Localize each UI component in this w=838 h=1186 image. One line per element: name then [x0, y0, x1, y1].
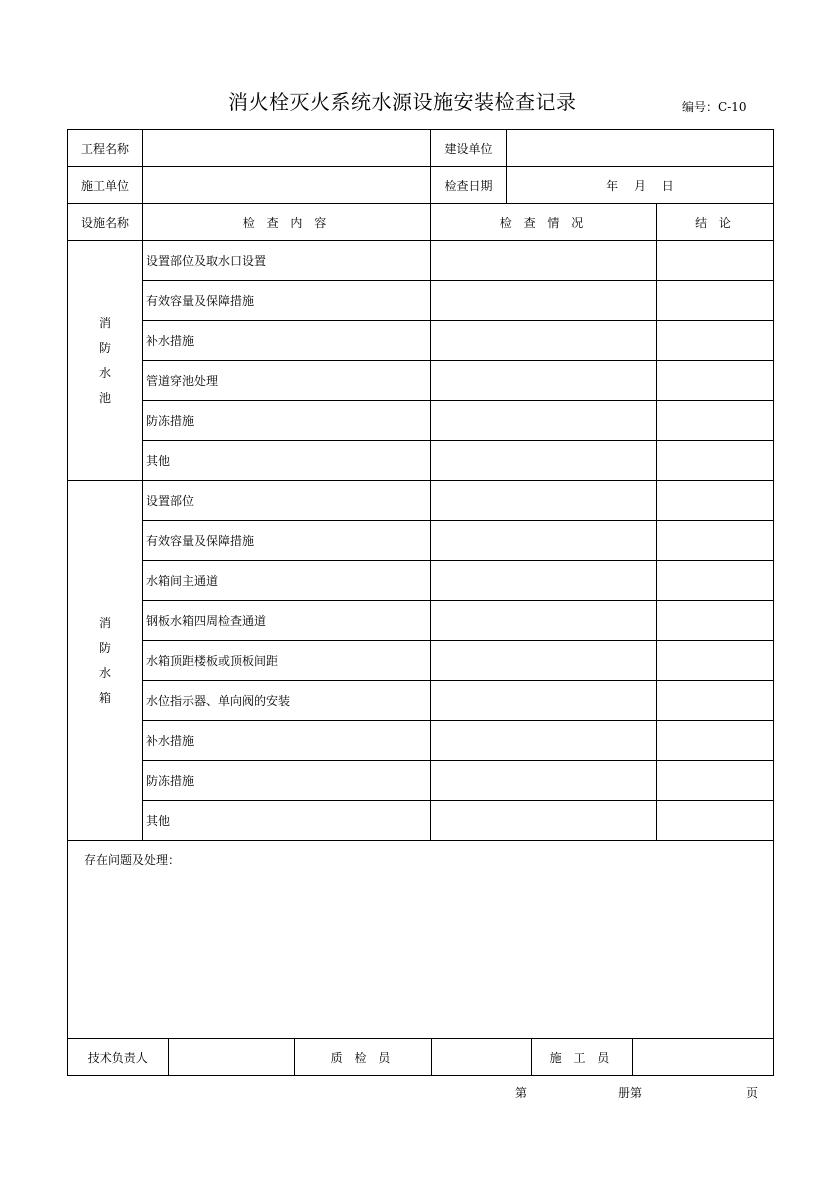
conclusion-cell[interactable] — [657, 401, 774, 441]
conclusion-cell[interactable] — [657, 601, 774, 641]
project-name-field[interactable] — [143, 130, 431, 167]
table-row — [68, 321, 774, 361]
table-row — [68, 281, 774, 321]
tech-lead-signature[interactable] — [168, 1039, 294, 1075]
status-cell[interactable] — [431, 641, 657, 681]
facility-char: 水 — [98, 365, 111, 380]
facility-char: 池 — [98, 390, 111, 405]
facility-column-header: 设施名称 — [68, 204, 143, 241]
status-cell[interactable] — [431, 801, 657, 841]
status-cell[interactable] — [431, 401, 657, 441]
status-cell[interactable] — [431, 601, 657, 641]
table-row — [68, 561, 774, 601]
conclusion-cell[interactable] — [657, 681, 774, 721]
status-cell[interactable] — [431, 521, 657, 561]
project-name-label: 工程名称 — [68, 130, 143, 167]
conclusion-cell[interactable] — [657, 361, 774, 401]
check-date-field[interactable]: 年 月 日 — [507, 167, 774, 204]
quality-inspector-signature[interactable] — [431, 1039, 531, 1075]
builder-unit-row — [68, 167, 774, 204]
table-row — [68, 601, 774, 641]
issues-row — [68, 841, 774, 1039]
conclusion-column-header: 结 论 — [657, 204, 774, 241]
builder-unit-field[interactable] — [143, 167, 431, 204]
status-cell[interactable] — [431, 681, 657, 721]
check-item: 其他 — [143, 801, 431, 841]
signature-table — [68, 1039, 774, 1075]
check-item: 其他 — [143, 441, 431, 481]
status-cell[interactable] — [431, 241, 657, 281]
signature-row — [68, 1039, 774, 1076]
column-header-row — [68, 204, 774, 241]
status-cell[interactable] — [431, 441, 657, 481]
conclusion-cell[interactable] — [657, 801, 774, 841]
facility-char: 防 — [98, 340, 111, 355]
table-row — [68, 241, 774, 281]
check-item: 水箱间主通道 — [143, 561, 431, 601]
check-item: 补水措施 — [143, 721, 431, 761]
conclusion-cell[interactable] — [657, 641, 774, 681]
table-row — [68, 521, 774, 561]
status-cell[interactable] — [431, 761, 657, 801]
project-name-row — [68, 130, 774, 167]
check-item: 有效容量及保障措施 — [143, 521, 431, 561]
table-row — [68, 401, 774, 441]
status-cell[interactable] — [431, 361, 657, 401]
check-item: 水箱顶距楼板或顶板间距 — [143, 641, 431, 681]
conclusion-cell[interactable] — [657, 561, 774, 601]
table-row — [68, 361, 774, 401]
facility-char: 防 — [98, 640, 111, 655]
construction-unit-label: 建设单位 — [431, 130, 507, 167]
builder-unit-label: 施工单位 — [68, 167, 143, 204]
table-row — [68, 441, 774, 481]
check-item: 水位指示器、单向阀的安装 — [143, 681, 431, 721]
code-value: C-10 — [718, 100, 747, 114]
conclusion-cell[interactable] — [657, 441, 774, 481]
constructor-label: 施 工 员 — [531, 1039, 632, 1075]
status-cell[interactable] — [431, 481, 657, 521]
table-row — [68, 641, 774, 681]
check-item: 有效容量及保障措施 — [143, 281, 431, 321]
document-title: 消火栓灭火系统水源设施安装检查记录 — [228, 90, 577, 114]
status-column-header: 检 查 情 况 — [431, 204, 657, 241]
check-item: 设置部位及取水口设置 — [143, 241, 431, 281]
conclusion-cell[interactable] — [657, 241, 774, 281]
code-label: 编号： — [682, 100, 719, 114]
status-cell[interactable] — [431, 281, 657, 321]
status-cell[interactable] — [431, 561, 657, 601]
facility-char: 箱 — [98, 690, 111, 705]
content-column-header: 检 查 内 容 — [143, 204, 431, 241]
inspection-table — [67, 129, 774, 1076]
facility-char: 消 — [98, 315, 111, 330]
check-item: 防冻措施 — [143, 761, 431, 801]
conclusion-cell[interactable] — [657, 321, 774, 361]
status-cell[interactable] — [431, 721, 657, 761]
facility-char: 消 — [98, 615, 111, 630]
construction-unit-field[interactable] — [507, 130, 774, 167]
issues-field[interactable] — [68, 841, 774, 1039]
table-row — [68, 681, 774, 721]
footer-page-suffix: 页 — [746, 1086, 759, 1100]
document-code — [682, 98, 747, 115]
tech-lead-label: 技术负责人 — [68, 1039, 168, 1075]
issues-label: 存在问题及处理： — [84, 853, 181, 867]
conclusion-cell[interactable] — [657, 721, 774, 761]
facility-name-tank — [68, 481, 143, 841]
check-date-label: 检查日期 — [431, 167, 507, 204]
facility-name-pool — [68, 241, 143, 481]
conclusion-cell[interactable] — [657, 521, 774, 561]
table-row — [68, 761, 774, 801]
quality-inspector-label: 质 检 员 — [294, 1039, 431, 1075]
conclusion-cell[interactable] — [657, 761, 774, 801]
facility-char: 水 — [98, 665, 111, 680]
check-item: 设置部位 — [143, 481, 431, 521]
footer-volume-suffix: 册第 — [618, 1086, 643, 1100]
table-row — [68, 721, 774, 761]
status-cell[interactable] — [431, 321, 657, 361]
conclusion-cell[interactable] — [657, 281, 774, 321]
table-row — [68, 801, 774, 841]
conclusion-cell[interactable] — [657, 481, 774, 521]
check-item: 补水措施 — [143, 321, 431, 361]
check-item: 防冻措施 — [143, 401, 431, 441]
constructor-signature[interactable] — [632, 1039, 774, 1075]
table-row — [68, 481, 774, 521]
check-item: 钢板水箱四周检查通道 — [143, 601, 431, 641]
check-item: 管道穿池处理 — [143, 361, 431, 401]
footer-volume-prefix: 第 — [515, 1086, 528, 1100]
